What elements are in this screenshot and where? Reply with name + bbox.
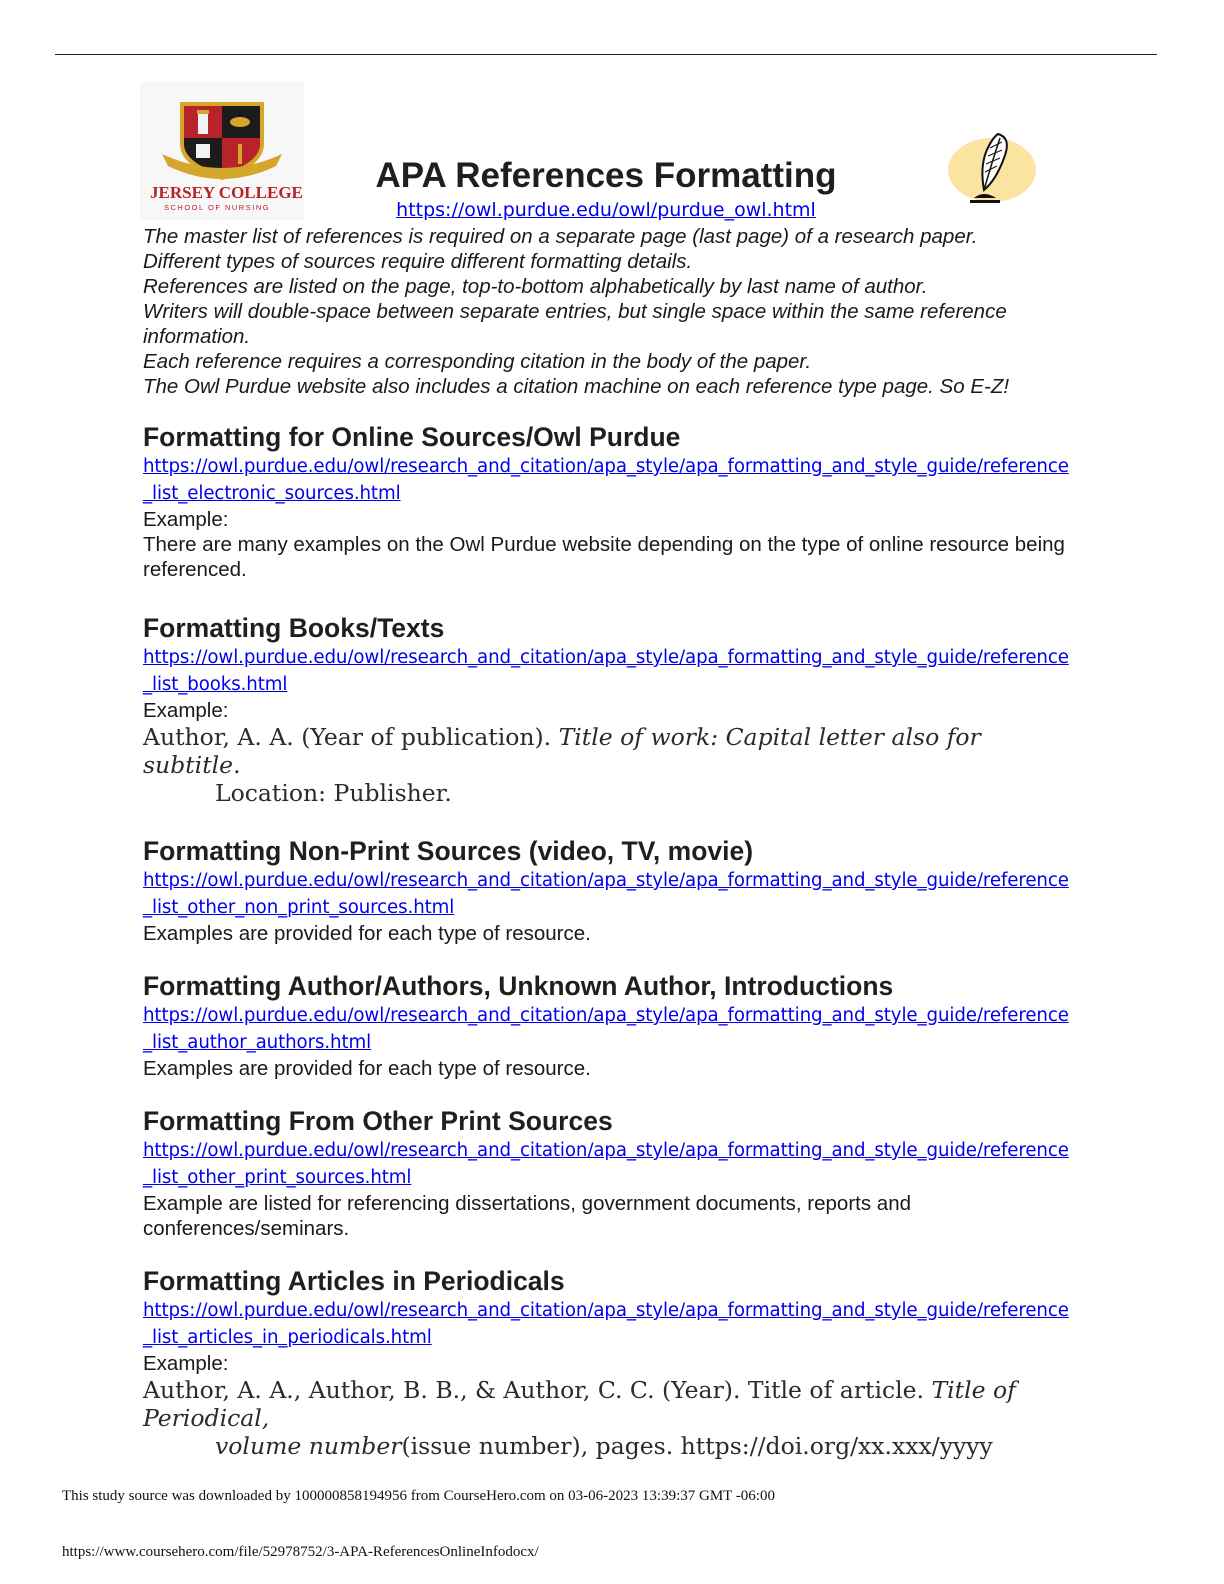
section-link[interactable]: https://owl.purdue.edu/owl/research_and_citation/apa_style/apa_formatting_and_style_guide/reference_list_other_non_print_sources.html xyxy=(143,870,1069,918)
example-text: Author, A. A., Author, B. B., & Author, C. C. (Year). Title of article. xyxy=(143,1376,932,1404)
section-link[interactable]: https://owl.purdue.edu/owl/research_and_citation/apa_style/apa_formatting_and_style_guide/reference_list_books.html xyxy=(143,647,1069,695)
example-italic: Title of work: Capital letter also for subtitle xyxy=(143,723,981,779)
section-heading: Formatting Non-Print Sources (video, TV, movie) xyxy=(143,836,754,866)
section-otherprint xyxy=(143,1105,1073,1241)
section-link[interactable]: https://owl.purdue.edu/owl/research_and_citation/apa_style/apa_formatting_and_style_guide/reference_list_articles_in_periodicals.html xyxy=(143,1300,1069,1348)
section-heading: Formatting From Other Print Sources xyxy=(143,1106,613,1136)
section-periodicals xyxy=(143,1265,1073,1460)
example-label: Example: xyxy=(143,699,229,722)
section-link[interactable]: https://owl.purdue.edu/owl/research_and_citation/apa_style/apa_formatting_and_style_guide/reference_list_other_print_sources.html xyxy=(143,1140,1069,1188)
section-link[interactable]: https://owl.purdue.edu/owl/research_and_citation/apa_style/apa_formatting_and_style_guide/reference_list_electronic_sources.html xyxy=(143,456,1069,504)
intro-line: Different types of sources require different formatting details. xyxy=(143,250,693,273)
book-example xyxy=(143,723,1073,779)
section-heading: Formatting for Online Sources/Owl Purdue xyxy=(143,422,681,452)
example-text: Author, A. A. (Year of publication). xyxy=(143,723,559,751)
intro-paragraph xyxy=(143,224,1073,399)
example-label: Example: xyxy=(143,508,229,531)
section-text: There are many examples on the Owl Purdue website depending on the type of online resource being referenced. xyxy=(143,533,1065,581)
intro-line: Each reference requires a corresponding citation in the body of the paper. xyxy=(143,350,812,373)
section-heading: Formatting Author/Authors, Unknown Author, Introductions xyxy=(143,971,894,1001)
example-italic: Title of Periodical, xyxy=(143,1376,1016,1432)
source-url[interactable]: https://www.coursehero.com/file/52978752/3-APA-ReferencesOnlineInfodocx/ xyxy=(62,1544,539,1560)
periodical-example xyxy=(143,1376,1073,1432)
section-books xyxy=(143,612,1073,807)
intro-line: The master list of references is required on a separate page (last page) of a research paper. xyxy=(143,225,978,248)
section-text: Examples are provided for each type of resource. xyxy=(143,1057,591,1080)
example-label: Example: xyxy=(143,1352,229,1375)
section-text: Examples are provided for each type of resource. xyxy=(143,922,591,945)
download-note: This study source was downloaded by 100000858194956 from CourseHero.com on 03-06-2023 13:39:37 GMT -06:00 xyxy=(62,1488,775,1504)
document-body xyxy=(143,224,1073,1460)
section-heading: Formatting Books/Texts xyxy=(143,613,445,643)
periodical-example-line2 xyxy=(143,1432,1073,1460)
book-example-line2: Location: Publisher. xyxy=(215,779,452,807)
page-title: APA References Formatting xyxy=(375,156,837,195)
section-authors xyxy=(143,970,1073,1081)
intro-line: References are listed on the page, top-to-bottom alphabetically by last name of author. xyxy=(143,275,928,298)
example-italic: volume number xyxy=(215,1432,402,1460)
section-nonprint xyxy=(143,835,1073,946)
intro-line: Writers will double-space between separate entries, but single space within the same reference information. xyxy=(143,300,1007,348)
top-rule xyxy=(55,54,1157,55)
logo-text-sub: SCHOOL OF NURSING xyxy=(164,203,271,212)
owl-purdue-link[interactable]: https://owl.purdue.edu/owl/purdue_owl.html xyxy=(396,199,816,221)
intro-line: The Owl Purdue website also includes a citation machine on each reference type page. So E-Z! xyxy=(143,375,1010,398)
section-online xyxy=(143,421,1073,582)
section-heading: Formatting Articles in Periodicals xyxy=(143,1266,565,1296)
example-text: (issue number), pages. https://doi.org/xx.xxx/yyyy xyxy=(401,1432,993,1460)
example-text: . xyxy=(233,751,241,779)
section-text: Example are listed for referencing dissertations, government documents, reports and conferences/seminars. xyxy=(143,1192,911,1240)
section-link[interactable]: https://owl.purdue.edu/owl/research_and_citation/apa_style/apa_formatting_and_style_guide/reference_list_author_authors.html xyxy=(143,1005,1069,1053)
logo-text-main: JERSEY COLLEGE xyxy=(150,183,303,202)
